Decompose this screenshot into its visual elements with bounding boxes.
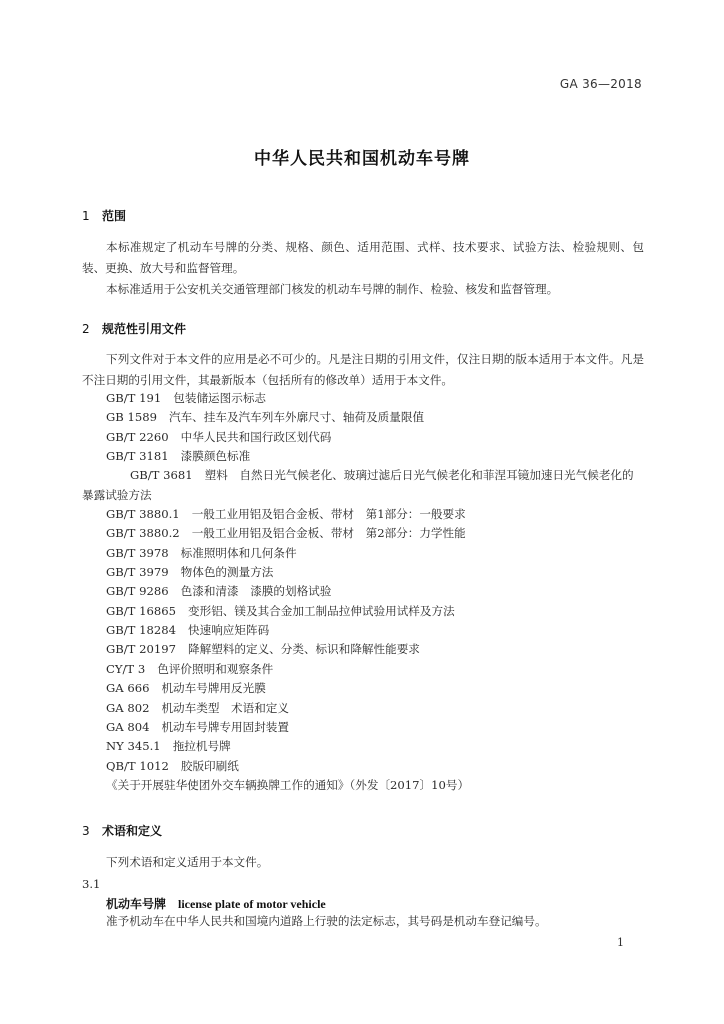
document-title: 中华人民共和国机动车号牌	[254, 149, 470, 169]
reference-code: GB/T 191	[106, 391, 162, 405]
reference-code: GB/T 3979	[106, 565, 169, 580]
reference-code: GA 802	[106, 700, 150, 715]
paragraph: 下列术语和定义适用于本文件。	[106, 855, 269, 869]
reference-title: 物体色的测量方法	[180, 565, 274, 580]
term-heading	[106, 895, 326, 912]
section-number: 1	[82, 209, 90, 223]
reference-item	[82, 428, 644, 447]
reference-item	[82, 660, 644, 679]
reference-item	[82, 524, 644, 543]
reference-code: GB/T 18284	[106, 623, 176, 638]
reference-item	[82, 699, 644, 718]
reference-code: GA 666	[106, 681, 150, 696]
reference-item	[82, 447, 644, 466]
section-3-heading	[82, 822, 162, 839]
reference-code: GB/T 3681	[130, 468, 193, 483]
reference-code: QB/T 1012	[106, 758, 169, 773]
reference-title: 一般工业用铝及铝合金板、带材 第2部分：力学性能	[191, 526, 466, 541]
reference-item	[82, 408, 644, 427]
reference-title: 塑料 自然日光气候老化、玻璃过滤后日光气候老化和菲涅耳镜加速日光气候老化的暴露试验方法	[82, 468, 634, 502]
reference-title: 变形铝、镁及其合金加工制品拉伸试验用试样及方法	[188, 603, 455, 618]
reference-code: GB/T 20197	[106, 642, 176, 657]
term-definition: 准予机动车在中华人民共和国境内道路上行驶的法定标志，其号码是机动车登记编号。	[106, 914, 547, 928]
section-title: 范围	[102, 209, 127, 223]
term-chinese: 机动车号牌	[106, 897, 167, 911]
section-2-heading	[82, 320, 186, 337]
paragraph: 本标准规定了机动车号牌的分类、规格、颜色、适用范围、式样、技术要求、试验方法、检验规则、包装、更换、放大号和监督管理。	[82, 240, 644, 275]
term-number: 3.1	[82, 877, 101, 891]
reference-item	[82, 466, 644, 505]
reference-code: GB/T 3880.1	[106, 507, 180, 522]
reference-code: GB/T 3181	[106, 449, 169, 464]
reference-item	[82, 679, 644, 698]
reference-title: 汽车、挂车及汽车列车外廓尺寸、轴荷及质量限值	[168, 410, 425, 425]
reference-title: 机动车类型 术语和定义	[161, 700, 289, 715]
paragraph: 本标准适用于公安机关交通管理部门核发的机动车号牌的制作、检验、核发和监督管理。	[106, 282, 559, 296]
reference-item	[82, 602, 644, 621]
reference-title: 漆膜颜色标准	[180, 449, 251, 464]
reference-title: 色评价照明和观察条件	[157, 661, 274, 676]
section-title: 术语和定义	[102, 824, 163, 838]
reference-code: GB/T 3880.2	[106, 526, 180, 541]
section-number: 2	[82, 322, 90, 336]
reference-item	[82, 640, 644, 659]
reference-title: 胶版印刷纸	[180, 758, 239, 773]
section-1-heading	[82, 207, 126, 224]
reference-code: GB/T 2260	[106, 429, 169, 444]
reference-code: GA 804	[106, 719, 150, 734]
reference-title: 《关于开展驻华使团外交车辆换牌工作的通知》（外发〔2017〕10号）	[106, 777, 470, 792]
page-number: 1	[617, 936, 624, 949]
term-english: license plate of motor vehicle	[178, 897, 326, 911]
reference-item	[82, 621, 644, 640]
reference-code: CY/T 3	[106, 661, 146, 676]
reference-title: 一般工业用铝及铝合金板、带材 第1部分：一般要求	[191, 507, 466, 522]
reference-title: 机动车号牌专用固封装置	[161, 719, 289, 734]
document-code: GA 36—2018	[559, 77, 642, 91]
reference-title: 色漆和清漆 漆膜的划格试验	[180, 584, 332, 599]
reference-item	[82, 389, 644, 408]
reference-item	[82, 757, 644, 776]
reference-code: GB/T 9286	[106, 584, 169, 599]
reference-item	[82, 563, 644, 582]
reference-title: 包装储运图示标志	[173, 391, 267, 405]
reference-title: 快速响应矩阵码	[188, 623, 270, 638]
reference-item	[82, 737, 644, 756]
section-title: 规范性引用文件	[102, 322, 187, 336]
reference-code: GB 1589	[106, 410, 157, 425]
paragraph: 下列文件对于本文件的应用是必不可少的。凡是注日期的引用文件，仅注日期的版本适用于本文件。凡是不注日期的引用文件，其最新版本（包括所有的修改单）适用于本文件。	[82, 352, 644, 387]
reference-title: 降解塑料的定义、分类、标识和降解性能要求	[188, 642, 420, 657]
reference-title: 中华人民共和国行政区划代码	[180, 429, 332, 444]
reference-code: GB/T 3978	[106, 545, 169, 560]
reference-item	[82, 718, 644, 737]
reference-item	[82, 582, 644, 601]
reference-title: 标准照明体和几何条件	[180, 545, 297, 560]
section-number: 3	[82, 824, 90, 838]
reference-code: GB/T 16865	[106, 603, 176, 618]
reference-item	[82, 776, 644, 795]
reference-title: 机动车号牌用反光膜	[161, 681, 266, 696]
reference-item	[82, 544, 644, 563]
reference-item	[82, 505, 644, 524]
reference-list	[82, 389, 644, 795]
reference-title: 拖拉机号牌	[172, 739, 231, 754]
reference-code: NY 345.1	[106, 739, 161, 754]
